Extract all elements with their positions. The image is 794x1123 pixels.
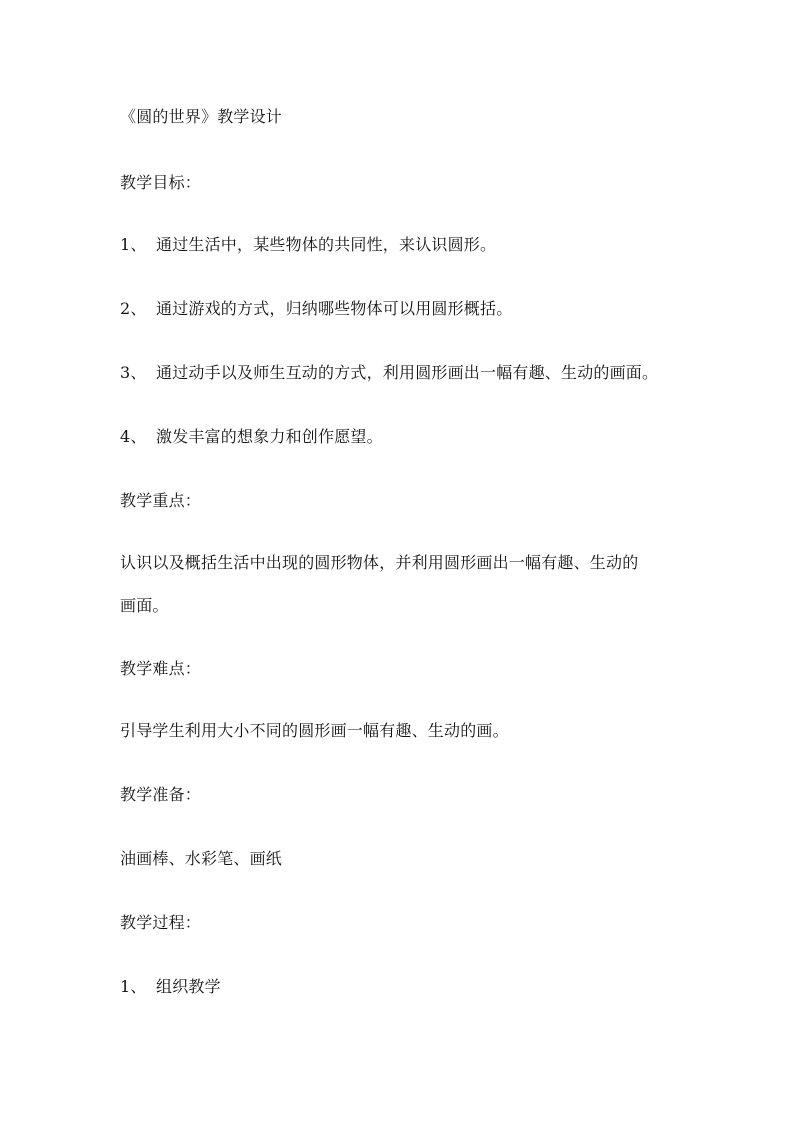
objective-text: 通过动手以及师生互动的方式，利用圆形画出一幅有趣、生动的画面。 [156, 363, 659, 382]
objective-number: 2、 [120, 299, 147, 318]
objective-item [120, 298, 512, 320]
objective-text: 通过生活中，某些物体的共同性，来认识圆形。 [156, 235, 497, 254]
objective-text: 激发丰富的想象力和创作愿望。 [156, 427, 383, 446]
objective-number: 1、 [120, 235, 147, 254]
key-points-text-line2: 画面。 [120, 596, 169, 615]
key-points-text-line1: 认识以及概括生活中出现的圆形物体，并利用圆形画出一幅有趣、生动的 [120, 553, 639, 572]
objective-item [120, 426, 383, 448]
objective-number: 3、 [120, 363, 147, 382]
difficulties-text: 引导学生利用大小不同的圆形画一幅有趣、生动的画。 [120, 721, 509, 740]
preparation-text: 油画棒、水彩笔、画纸 [120, 849, 283, 868]
objectives-heading: 教学目标： [120, 173, 202, 192]
process-item [120, 976, 221, 998]
objective-item [120, 362, 658, 384]
objective-item [120, 234, 496, 256]
key-points-heading: 教学重点： [120, 491, 202, 510]
difficulties-heading: 教学难点： [120, 659, 202, 678]
objective-number: 4、 [120, 427, 147, 446]
process-number: 1、 [120, 977, 147, 996]
process-text: 组织教学 [156, 977, 221, 996]
document-title: 《圆的世界》教学设计 [120, 107, 283, 126]
process-heading: 教学过程： [120, 913, 202, 932]
objective-text: 通过游戏的方式，归纳哪些物体可以用圆形概括。 [156, 299, 513, 318]
preparation-heading: 教学准备： [120, 785, 202, 804]
